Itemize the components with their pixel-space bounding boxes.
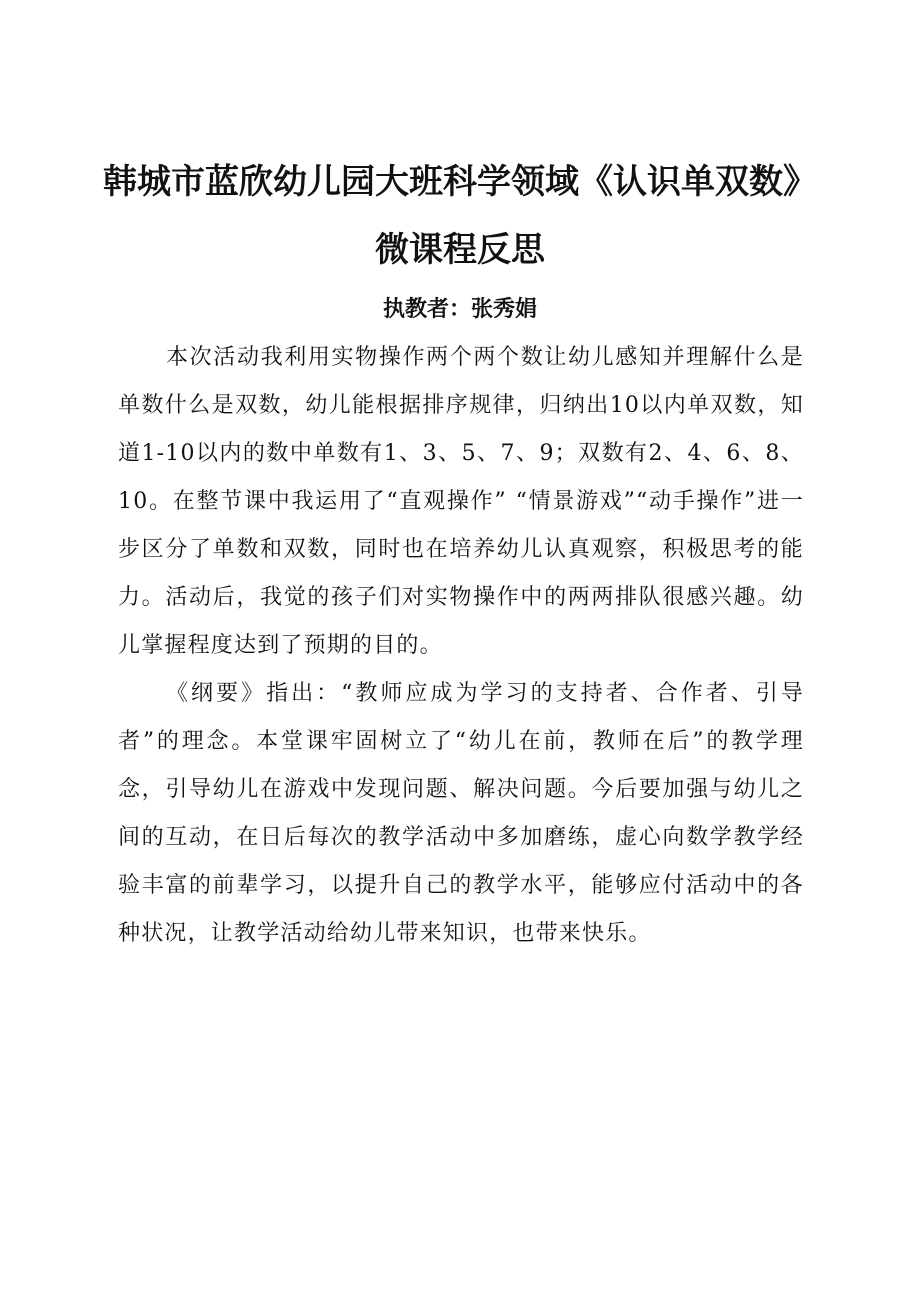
body-paragraph-1: 本次活动我利用实物操作两个两个数让幼儿感知并理解什么是单数什么是双数，幼儿能根据排序规律，归纳出10以内单双数，知道1-10以内的数中单数有1、3、5、7、9；双数有2、4、6、8、10。在整节课中我运用了“直观操作” “情景游戏”“动手操作”进一步区分了单数和双数，同时也在培养幼儿认真观察，积极思考的能力。活动后，我觉的孩子们对实物操作中的两两排队很感兴趣。幼儿掌握程度达到了预期的目的。: [118, 345, 804, 658]
document-title-line-1: 韩城市蓝欣幼儿园大班科学领域《认识单双数》: [103, 162, 817, 202]
document-title-line-2: 微课程反思: [375, 230, 545, 270]
body-paragraph-2: 《纲要》指出：“教师应成为学习的支持者、合作者、引导者”的理念。本堂课牢固树立了“幼儿在前，教师在后”的教学理念，引导幼儿在游戏中发现问题、解决问题。今后要加强与幼儿之间的互动，在日后每次的教学活动中多加磨练，虚心向数学教学经验丰富的前辈学习，以提升自己的教学水平，能够应付活动中的各种状况，让教学活动给幼儿带来知识，也带来快乐。: [118, 681, 804, 946]
author-line: 执教者：张秀娟: [382, 297, 537, 322]
